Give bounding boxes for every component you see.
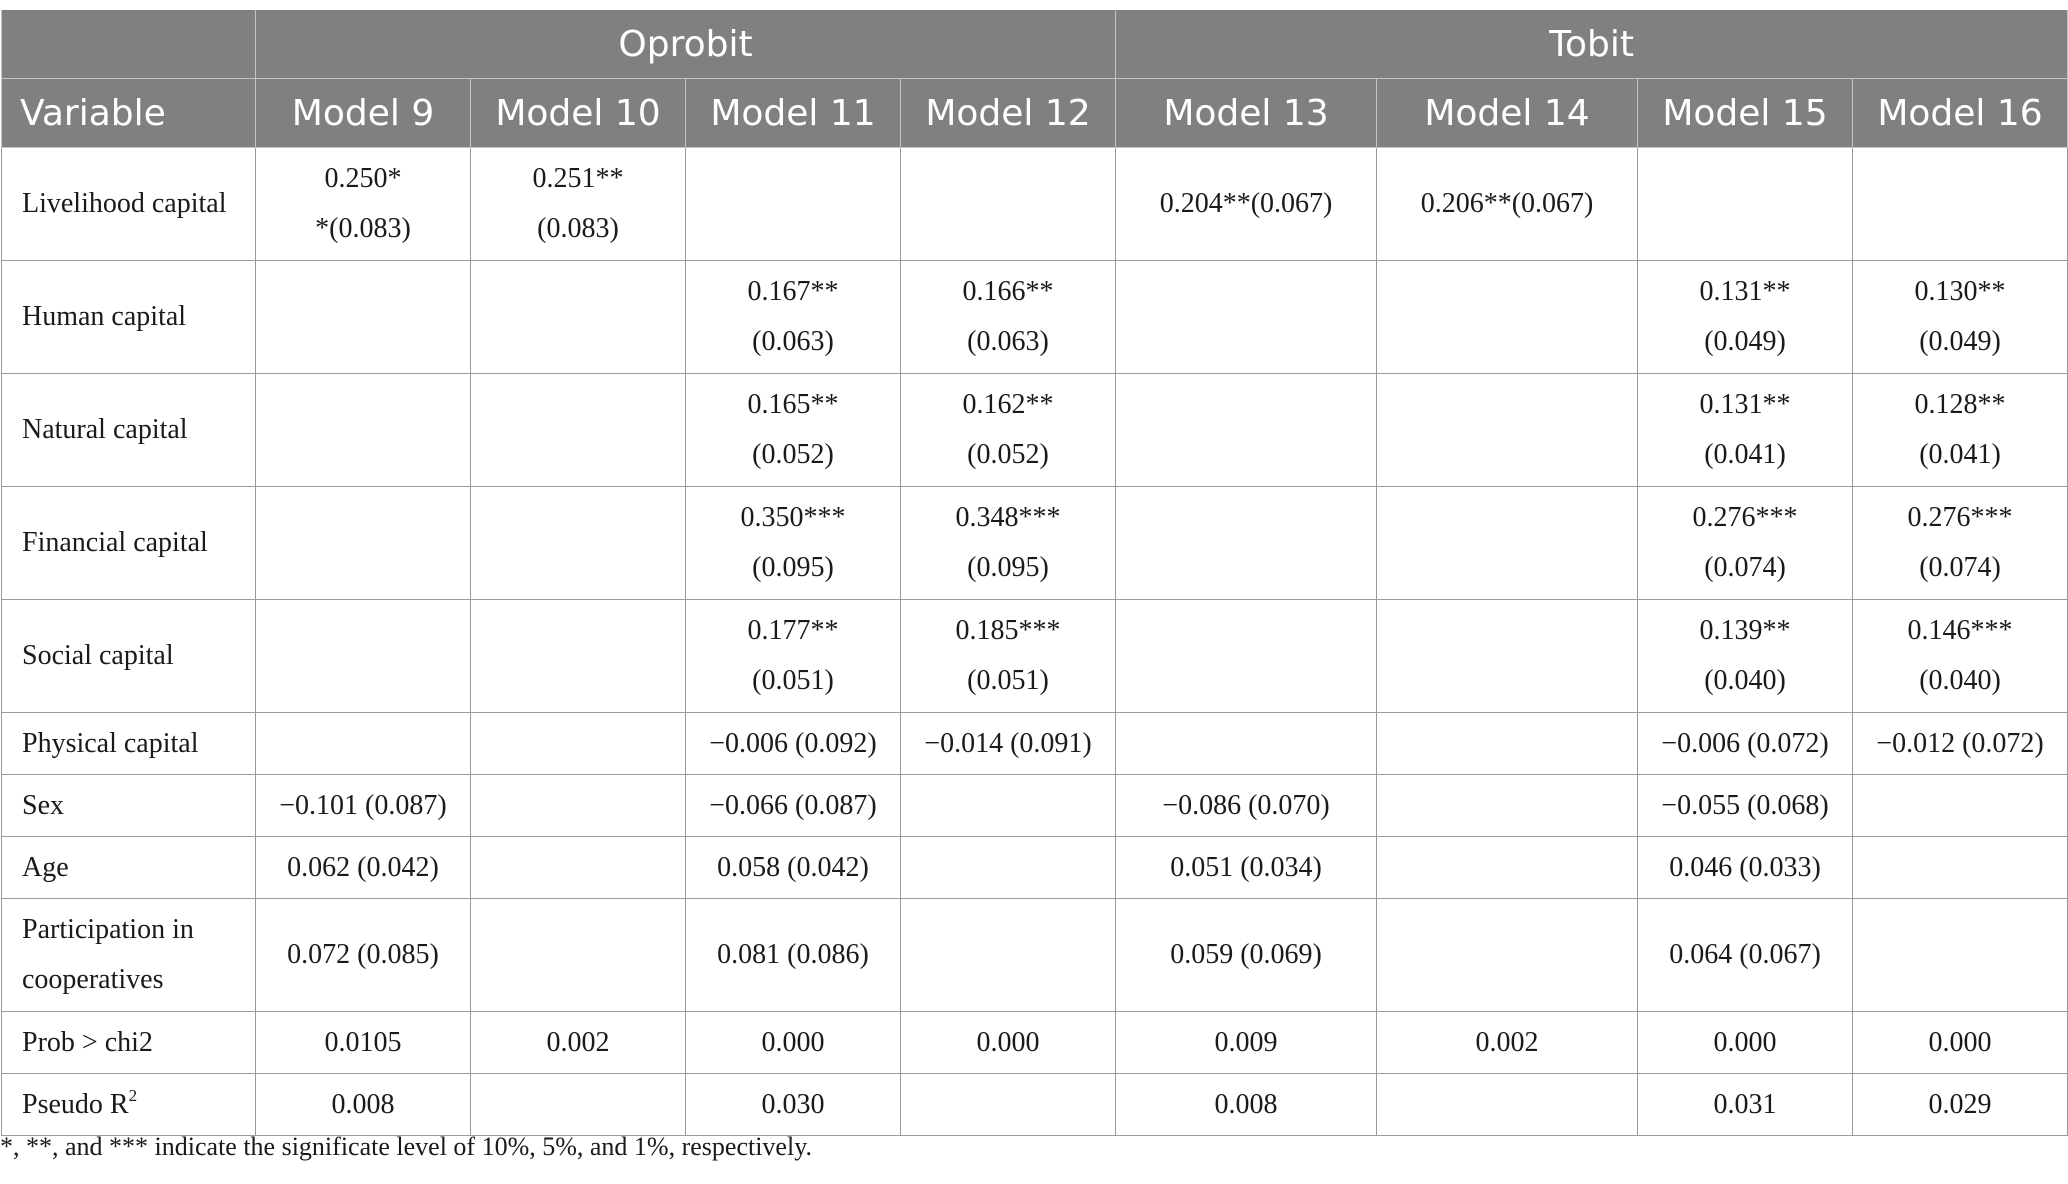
coefficient-cell	[1377, 899, 1638, 1012]
cell-content	[924, 719, 1091, 769]
table-row	[2, 713, 2068, 775]
cell-line: (0.063)	[967, 326, 1049, 357]
coefficient-cell	[1116, 899, 1377, 1012]
cell-line: 0.072 (0.085)	[287, 939, 439, 970]
coefficient-cell	[1638, 374, 1853, 487]
column-header-model-11: Model 11	[686, 79, 901, 148]
cell-line: 0.350***	[740, 502, 846, 533]
coefficient-cell	[901, 600, 1116, 713]
coefficient-cell	[471, 1074, 686, 1136]
coefficient-cell	[256, 775, 471, 837]
coefficient-cell	[256, 899, 471, 1012]
cell-content	[977, 1018, 1040, 1068]
coefficient-cell	[1638, 487, 1853, 600]
cell-line: 0.0105	[324, 1026, 402, 1058]
coefficient-cell	[256, 837, 471, 899]
variable-name-cell	[2, 837, 256, 899]
coefficient-cell	[1853, 261, 2068, 374]
coefficient-cell	[1853, 1074, 2068, 1136]
cell-content	[1476, 1018, 1539, 1068]
cell-line: (0.040)	[1704, 665, 1786, 696]
cell-line: 0.204**(0.067)	[1159, 188, 1333, 219]
variable-name-cell	[2, 600, 256, 713]
cell-content	[717, 843, 869, 893]
variable-name: Social capital	[22, 640, 174, 671]
coefficient-cell	[901, 1074, 1116, 1136]
cell-line: −0.086 (0.070)	[1162, 789, 1330, 821]
coefficient-cell	[256, 1012, 471, 1074]
cell-line: 0.081 (0.086)	[717, 939, 869, 970]
cell-line: 0.251**	[532, 163, 624, 194]
cell-line: 0.029	[1928, 1088, 1992, 1120]
coefficient-cell	[686, 487, 901, 600]
cell-line: 0.059 (0.069)	[1170, 939, 1322, 970]
table-row	[2, 487, 2068, 600]
coefficient-cell	[1116, 374, 1377, 487]
cell-content	[1170, 843, 1322, 893]
table-row	[2, 899, 2068, 1012]
coefficient-cell	[471, 374, 686, 487]
coefficient-cell	[256, 261, 471, 374]
variable-name-cell	[2, 775, 256, 837]
table-row	[2, 374, 2068, 487]
coefficient-cell	[1116, 713, 1377, 775]
coefficient-cell	[471, 837, 686, 899]
cell-content	[1714, 1018, 1777, 1068]
coefficient-cell	[1116, 487, 1377, 600]
cell-line: −0.006 (0.092)	[709, 727, 877, 759]
column-header-model-13: Model 13	[1116, 79, 1377, 148]
coefficient-cell	[1638, 600, 1853, 713]
column-header-model-9: Model 9	[256, 79, 471, 148]
column-header-model-14: Model 14	[1377, 79, 1638, 148]
variable-name-line: cooperatives	[22, 964, 164, 995]
cell-line: 0.000	[1928, 1026, 1992, 1058]
variable-name-cell	[2, 374, 256, 487]
coefficient-cell	[1853, 1012, 2068, 1074]
cell-content	[762, 1080, 825, 1130]
cell-content	[1714, 1080, 1777, 1130]
coefficient-cell	[1116, 261, 1377, 374]
cell-line: (0.049)	[1919, 326, 2001, 357]
cell-content	[1915, 267, 2006, 367]
variable-name-cell	[2, 1074, 256, 1136]
cell-line: (0.052)	[752, 439, 834, 470]
cell-content	[748, 606, 839, 706]
cell-line: (0.095)	[752, 552, 834, 583]
coefficient-cell	[1116, 148, 1377, 261]
cell-line: (0.095)	[967, 552, 1049, 583]
cell-line: 0.008	[1214, 1088, 1278, 1120]
cell-line: 0.062 (0.042)	[287, 851, 439, 883]
table-row	[2, 600, 2068, 713]
cell-line: 0.348***	[955, 502, 1061, 533]
cell-line: 0.031	[1713, 1088, 1777, 1120]
coefficient-cell	[901, 148, 1116, 261]
variable-name: Pseudo R	[22, 1088, 129, 1120]
cell-line: 0.002	[1475, 1026, 1539, 1058]
cell-line: 0.166**	[962, 276, 1054, 307]
cell-content	[287, 930, 439, 980]
coefficient-cell	[1853, 775, 2068, 837]
cell-line: 0.008	[331, 1088, 395, 1120]
cell-content	[963, 380, 1054, 480]
cell-content	[1160, 179, 1333, 229]
cell-content	[748, 380, 839, 480]
cell-line: −0.055 (0.068)	[1661, 789, 1829, 821]
cell-line: 0.000	[1713, 1026, 1777, 1058]
coefficient-cell	[1853, 148, 2068, 261]
coefficient-cell	[1853, 600, 2068, 713]
coefficient-cell	[686, 837, 901, 899]
cell-content	[1421, 179, 1594, 229]
cell-line: 0.128**	[1914, 389, 2006, 420]
coefficient-cell	[1853, 487, 2068, 600]
cell-line: 0.276***	[1692, 502, 1798, 533]
coefficient-cell	[471, 261, 686, 374]
cell-line: (0.049)	[1704, 326, 1786, 357]
coefficient-cell	[256, 374, 471, 487]
cell-content	[1700, 380, 1791, 480]
coefficient-cell	[686, 148, 901, 261]
variable-name-cell	[2, 1012, 256, 1074]
cell-content	[1908, 493, 2013, 593]
cell-content	[1693, 493, 1798, 593]
cell-line: −0.006 (0.072)	[1661, 727, 1829, 759]
coefficient-cell	[1116, 1012, 1377, 1074]
variable-name: Financial capital	[22, 527, 208, 558]
coefficient-cell	[256, 1074, 471, 1136]
variable-name: Physical capital	[22, 727, 199, 759]
cell-line: 0.185***	[955, 615, 1061, 646]
cell-content	[1215, 1018, 1278, 1068]
variable-name-cell	[2, 713, 256, 775]
cell-content	[1908, 606, 2013, 706]
coefficient-cell	[1638, 775, 1853, 837]
table-row	[2, 148, 2068, 261]
cell-content	[1669, 843, 1821, 893]
coefficient-cell	[1853, 837, 2068, 899]
coefficient-cell	[686, 775, 901, 837]
coefficient-cell	[1116, 1074, 1377, 1136]
cell-line: −0.012 (0.072)	[1876, 727, 2044, 759]
coefficient-cell	[471, 487, 686, 600]
cell-line: (0.063)	[752, 326, 834, 357]
table-row	[2, 261, 2068, 374]
coefficient-cell	[1638, 899, 1853, 1012]
regression-table-container	[0, 10, 2068, 1136]
cell-content	[709, 781, 876, 831]
cell-line: 0.167**	[747, 276, 839, 307]
cell-content	[1661, 719, 1828, 769]
coefficient-cell	[1853, 713, 2068, 775]
column-header-model-15: Model 15	[1638, 79, 1853, 148]
cell-content	[1661, 781, 1828, 831]
cell-line: 0.030	[761, 1088, 825, 1120]
table-body	[2, 148, 2068, 1136]
coefficient-cell	[1116, 600, 1377, 713]
cell-line: (0.052)	[967, 439, 1049, 470]
coefficient-cell	[1377, 837, 1638, 899]
cell-line: 0.162**	[962, 389, 1054, 420]
cell-line: (0.051)	[752, 665, 834, 696]
coefficient-cell	[471, 899, 686, 1012]
cell-content	[1876, 719, 2043, 769]
coefficient-cell	[471, 600, 686, 713]
column-header-model-16: Model 16	[1853, 79, 2068, 148]
coefficient-cell	[256, 600, 471, 713]
cell-content	[1170, 930, 1322, 980]
variable-name-cell	[2, 899, 256, 1012]
cell-content	[956, 606, 1061, 706]
cell-line: (0.074)	[1704, 552, 1786, 583]
cell-line: (0.041)	[1919, 439, 2001, 470]
cell-line: 0.206**(0.067)	[1420, 188, 1594, 219]
cell-line: −0.014 (0.091)	[924, 727, 1092, 759]
cell-content	[762, 1018, 825, 1068]
group-header-tobit: Tobit	[1116, 10, 2068, 79]
cell-content	[1669, 930, 1821, 980]
cell-content	[717, 930, 869, 980]
column-header-row	[2, 79, 2068, 148]
cell-content	[1162, 781, 1329, 831]
coefficient-cell	[256, 487, 471, 600]
cell-line: 0.131**	[1699, 389, 1791, 420]
coefficient-cell	[686, 1074, 901, 1136]
cell-line: −0.101 (0.087)	[279, 789, 447, 821]
cell-content	[709, 719, 876, 769]
cell-content	[1929, 1018, 1992, 1068]
coefficient-cell	[686, 1012, 901, 1074]
cell-content	[279, 781, 446, 831]
column-header-model-10: Model 10	[471, 79, 686, 148]
table-row	[2, 1074, 2068, 1136]
variable-name: Human capital	[22, 301, 187, 332]
coefficient-cell	[1638, 148, 1853, 261]
cell-line: 0.165**	[747, 389, 839, 420]
coefficient-cell	[256, 713, 471, 775]
coefficient-cell	[1638, 1074, 1853, 1136]
coefficient-cell	[901, 899, 1116, 1012]
cell-content	[1700, 267, 1791, 367]
coefficient-cell	[1638, 713, 1853, 775]
coefficient-cell	[1638, 1012, 1853, 1074]
cell-content	[741, 493, 846, 593]
coefficient-cell	[1116, 837, 1377, 899]
cell-content	[956, 493, 1061, 593]
cell-content	[1700, 606, 1791, 706]
coefficient-cell	[256, 148, 471, 261]
coefficient-cell	[471, 148, 686, 261]
coefficient-cell	[901, 713, 1116, 775]
cell-line: (0.051)	[967, 665, 1049, 696]
cell-line: −0.066 (0.087)	[709, 789, 877, 821]
coefficient-cell	[901, 261, 1116, 374]
variable-name: Sex	[22, 789, 64, 821]
coefficient-cell	[471, 1012, 686, 1074]
coefficient-cell	[1377, 775, 1638, 837]
cell-line: (0.083)	[537, 213, 619, 244]
cell-content	[547, 1018, 610, 1068]
cell-line: 0.058 (0.042)	[717, 851, 869, 883]
variable-superscript: 2	[128, 1085, 138, 1105]
coefficient-cell	[686, 261, 901, 374]
coefficient-cell	[1377, 1074, 1638, 1136]
coefficient-cell	[901, 487, 1116, 600]
variable-name: Age	[22, 851, 69, 883]
coefficient-cell	[1377, 487, 1638, 600]
cell-line: (0.041)	[1704, 439, 1786, 470]
coefficient-cell	[1638, 837, 1853, 899]
coefficient-cell	[901, 775, 1116, 837]
cell-line: 0.131**	[1699, 276, 1791, 307]
coefficient-cell	[901, 374, 1116, 487]
coefficient-cell	[1377, 1012, 1638, 1074]
regression-results-table	[1, 10, 2068, 1136]
cell-line: *(0.083)	[315, 213, 411, 244]
coefficient-cell	[901, 1012, 1116, 1074]
cell-line: 0.046 (0.033)	[1669, 851, 1821, 883]
column-header-model-12: Model 12	[901, 79, 1116, 148]
cell-line: 0.000	[761, 1026, 825, 1058]
cell-line: (0.074)	[1919, 552, 2001, 583]
cell-content	[748, 267, 839, 367]
group-header-row	[2, 10, 2068, 79]
cell-line: 0.009	[1214, 1026, 1278, 1058]
coefficient-cell	[686, 713, 901, 775]
coefficient-cell	[1377, 261, 1638, 374]
cell-content	[332, 1080, 395, 1130]
group-header-blank	[2, 10, 256, 79]
column-header-variable: Variable	[2, 79, 256, 148]
cell-line: 0.146***	[1907, 615, 2013, 646]
coefficient-cell	[1116, 775, 1377, 837]
table-footnote: *, **, and *** indicate the significate level of 10%, 5%, and 1%, respectively.	[0, 1132, 813, 1161]
table-row	[2, 775, 2068, 837]
cell-content	[1929, 1080, 1992, 1130]
table-row	[2, 837, 2068, 899]
cell-line: 0.130**	[1914, 276, 2006, 307]
cell-line: 0.139**	[1699, 615, 1791, 646]
coefficient-cell	[471, 775, 686, 837]
cell-content	[1215, 1080, 1278, 1130]
cell-content	[533, 154, 624, 254]
variable-name-line: Participation in	[22, 914, 194, 945]
coefficient-cell	[1853, 899, 2068, 1012]
coefficient-cell	[1377, 374, 1638, 487]
cell-line: (0.040)	[1919, 665, 2001, 696]
cell-line: 0.002	[546, 1026, 610, 1058]
group-header-oprobit: Oprobit	[256, 10, 1116, 79]
cell-content	[963, 267, 1054, 367]
cell-content	[1915, 380, 2006, 480]
cell-line: 0.051 (0.034)	[1170, 851, 1322, 883]
variable-name-cell	[2, 487, 256, 600]
coefficient-cell	[1638, 261, 1853, 374]
cell-line: 0.064 (0.067)	[1669, 939, 1821, 970]
coefficient-cell	[1377, 600, 1638, 713]
table-row	[2, 1012, 2068, 1074]
cell-line: 0.177**	[747, 615, 839, 646]
cell-content	[325, 1018, 402, 1068]
coefficient-cell	[686, 899, 901, 1012]
cell-content	[287, 843, 439, 893]
coefficient-cell	[1377, 148, 1638, 261]
coefficient-cell	[686, 600, 901, 713]
variable-name: Livelihood capital	[22, 188, 227, 219]
variable-name: Prob > chi2	[22, 1026, 153, 1058]
coefficient-cell	[1853, 374, 2068, 487]
variable-name-cell	[2, 148, 256, 261]
coefficient-cell	[901, 837, 1116, 899]
variable-name-cell	[2, 261, 256, 374]
cell-content	[315, 154, 411, 254]
cell-line: 0.000	[976, 1026, 1040, 1058]
variable-name: Natural capital	[22, 414, 188, 445]
coefficient-cell	[471, 713, 686, 775]
cell-line: 0.276***	[1907, 502, 2013, 533]
coefficient-cell	[686, 374, 901, 487]
coefficient-cell	[1377, 713, 1638, 775]
cell-line: 0.250*	[324, 163, 402, 194]
